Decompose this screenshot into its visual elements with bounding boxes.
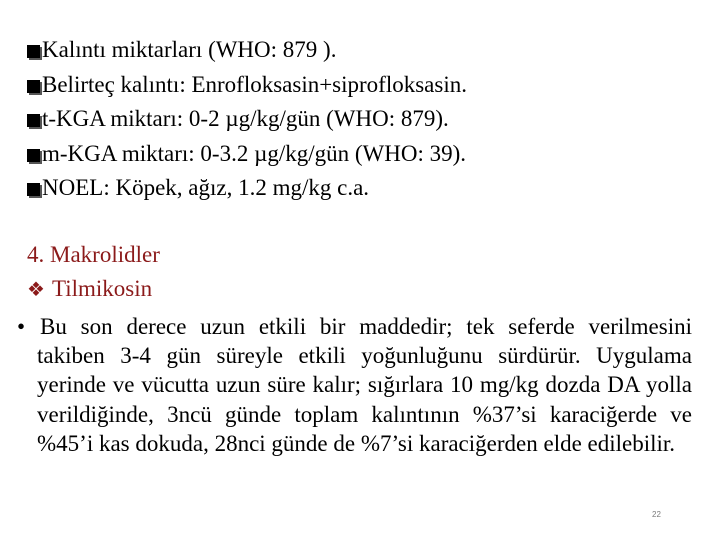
bullet-item-m-kga: [27, 137, 707, 172]
square-bullet-icon: [27, 80, 40, 93]
round-bullet: •: [17, 314, 26, 339]
square-bullet-icon: [27, 114, 40, 127]
bullet-item-residue-amounts: [27, 33, 707, 68]
paragraph-text: Bu son derece uzun etkili bir maddedir; tek seferde verilmesini takiben 3-4 gün süreyle etkili yoğunluğunu sürdürür. Uygulama yerinde ve vücutta uzun süre kalır; sığırlara 10 mg/kg dozda DA yolla verildiğinde, 3ncü günde toplam kalıntının %37’si karaciğerde ve %45’i kas dokuda, 28nci günde de %7’si karaciğerden elde edilebilir.: [37, 314, 692, 456]
bullet-text: t-KGA miktarı: 0-2 µg/kg/gün (WHO: 879).: [42, 106, 449, 131]
bullet-text: m-KGA miktarı: 0-3.2 µg/kg/gün (WHO: 39).: [42, 140, 467, 166]
square-bullet-icon: [27, 149, 40, 162]
section-title: 4. Makrolidler: [27, 242, 160, 267]
bullet-item-marker-residue: [27, 68, 707, 103]
paragraph-body: [17, 312, 692, 458]
square-bullet-icon: [27, 183, 40, 196]
bullet-text: Kalıntı miktarları (WHO: 879 ).: [42, 37, 337, 62]
sub-item-label: Tilmikosin: [52, 276, 153, 301]
page-number: 22: [652, 510, 661, 519]
bullet-text: Belirteç kalıntı: Enrofloksasin+siprofloksasin.: [42, 71, 467, 97]
square-bullet-icon: [27, 45, 40, 58]
bullet-item-t-kga: [27, 102, 707, 137]
bullet-text: NOEL: Köpek, ağız, 1.2 mg/kg c.a.: [42, 175, 370, 200]
bullet-item-noel: [27, 171, 707, 206]
diamond-bullet-icon: ❖: [27, 278, 45, 301]
sub-item-tilmikosin: [27, 276, 152, 302]
top-bullet-list: [27, 33, 707, 206]
description-paragraph: [17, 312, 692, 458]
